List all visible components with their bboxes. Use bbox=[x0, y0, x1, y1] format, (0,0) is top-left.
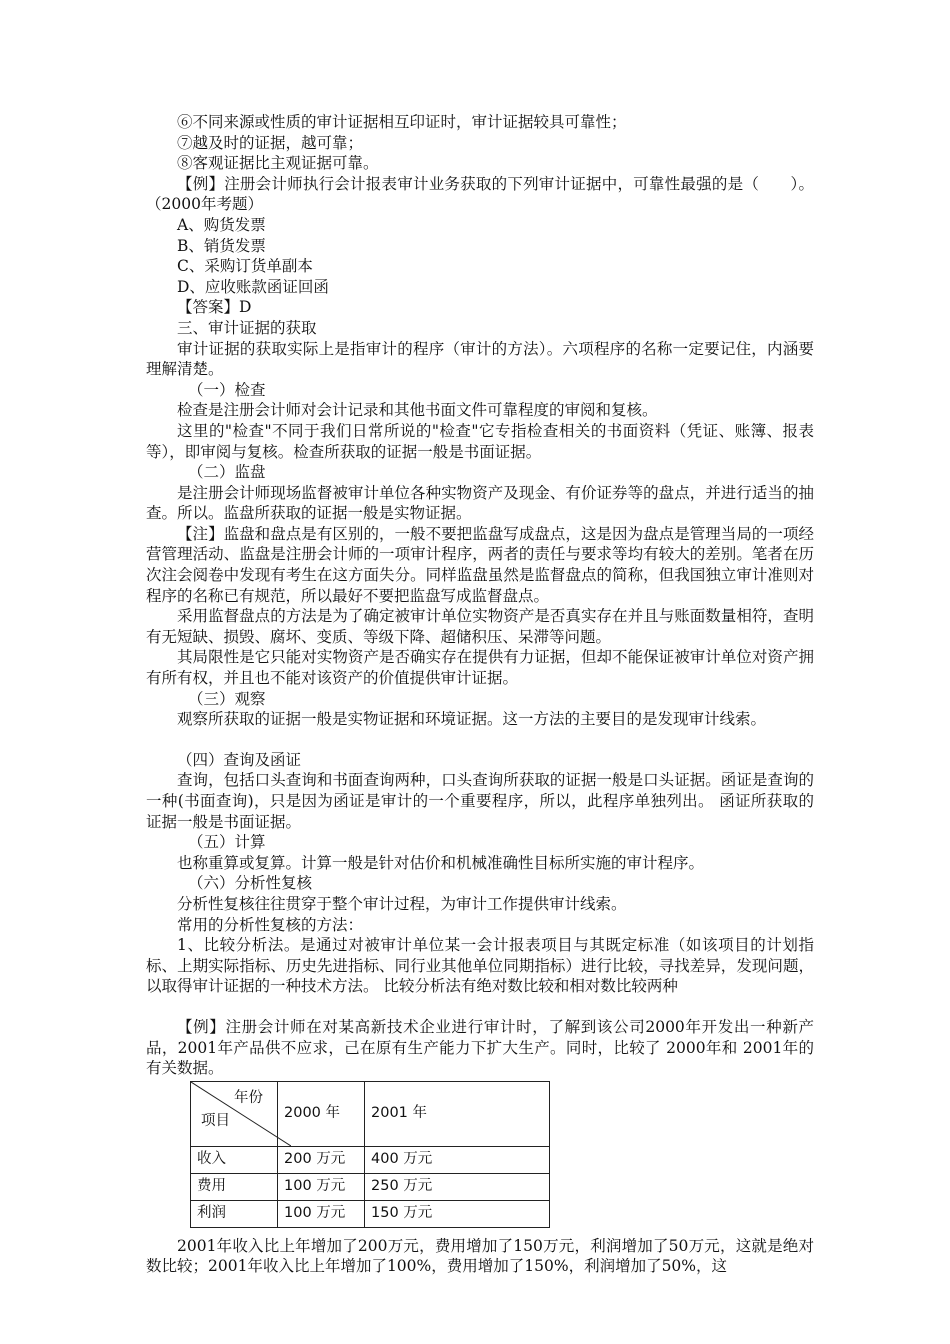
table-row bbox=[191, 1146, 550, 1173]
table-cell: 250 万元 bbox=[365, 1173, 550, 1200]
paragraph: 审计证据的获取实际上是指审计的程序（审计的方法）。六项程序的名称一定要记住，内涵要理解清楚。 bbox=[146, 339, 814, 379]
table-cell: 利润 bbox=[191, 1200, 278, 1227]
table-header-row bbox=[191, 1081, 550, 1146]
table-header-cell: 2001 年 bbox=[365, 1081, 550, 1146]
paragraph: 2001年收入比上年增加了200万元，费用增加了150万元，利润增加了50万元，这就是绝对数比较；2001年收入比上年增加了100%，费用增加了150%，利润增加了50%，这 bbox=[146, 1236, 814, 1276]
subsection-heading: （一）检查 bbox=[188, 380, 266, 399]
comparison-table bbox=[190, 1081, 550, 1228]
option-d: D、应收账款函证回函 bbox=[177, 277, 329, 296]
paragraph: 检查是注册会计师对会计记录和其他书面文件可靠程度的审阅和复核。 bbox=[177, 401, 658, 420]
table-corner-cell bbox=[191, 1081, 278, 1146]
option-c: C、采购订货单副本 bbox=[177, 257, 313, 276]
table-row bbox=[191, 1200, 550, 1227]
table-cell: 400 万元 bbox=[365, 1146, 550, 1173]
corner-label-year: 年份 bbox=[234, 1089, 263, 1106]
text-line: ⑥不同来源或性质的审计证据相互印证时，审计证据较具可靠性； bbox=[177, 113, 627, 131]
table-cell: 费用 bbox=[191, 1173, 278, 1200]
spacer bbox=[146, 997, 814, 1017]
paragraph: 这里的"检查"不同于我们日常所说的"检查"它专指检查相关的书面资料（凭证、账簿、报表等），即审阅与复核。检查所获取的证据一般是书面证据。 bbox=[146, 421, 814, 461]
subsection-heading: （六）分析性复核 bbox=[188, 874, 313, 893]
paragraph: 分析性复核往往贯穿于整个审计过程，为审计工作提供审计线索。 bbox=[177, 894, 627, 913]
answer: 【答案】D bbox=[177, 298, 252, 317]
table-cell: 收入 bbox=[191, 1146, 278, 1173]
subsection-heading: （五）计算 bbox=[188, 833, 266, 852]
table-row bbox=[191, 1173, 550, 1200]
text-line: ⑦越及时的证据，越可靠； bbox=[177, 133, 364, 152]
paragraph: 1、比较分析法。是通过对被审计单位某一会计报表项目与其既定标准（如该项目的计划指标、上期实际指标、历史先进指标、同行业其他单位同期指标）进行比较，寻找差异，发现问题，以取得审计证据的一种技术方法。 比较分析法有绝对数比较和相对数比较两种 bbox=[146, 936, 814, 996]
paragraph: 观察所获取的证据一般是实物证据和环境证据。这一方法的主要目的是发现审计线索。 bbox=[177, 710, 767, 729]
note-paragraph: 【注】监盘和盘点是有区别的，一般不要把监盘写成盘点，这是因为盘点是管理当局的一项经营管理活动、监盘是注册会计师的一项审计程序，两者的责任与要求等均有较大的差别。笔者在历次注会阅卷中发现有考生在这方面失分。同样监盘虽然是监督盘点的简称，但我国独立审计准则对程序的名称已有规范，所以最好不要把监盘写成监督盘点。 bbox=[146, 524, 814, 605]
table-cell: 150 万元 bbox=[365, 1200, 550, 1227]
subsection-heading: （四）查询及函证 bbox=[177, 750, 302, 769]
table-cell: 100 万元 bbox=[278, 1200, 365, 1227]
table-cell: 100 万元 bbox=[278, 1173, 365, 1200]
subsection-heading: （二）监盘 bbox=[188, 463, 266, 482]
example-paragraph: 【例】注册会计师在对某高新技术企业进行审计时，了解到该公司2000年开发出一种新产品，2001年产品供不应求，己在原有生产能力下扩大生产。同时，比较了 2000年和 2001年的有关数据。 bbox=[146, 1017, 814, 1078]
option-b: B、销货发票 bbox=[177, 236, 266, 255]
subsection-heading: （三）观察 bbox=[188, 689, 266, 708]
text-line: ⑧客观证据比主观证据可靠。 bbox=[177, 154, 379, 173]
option-a: A、购货发票 bbox=[177, 215, 266, 234]
paragraph: 采用监督盘点的方法是为了确定被审计单位实物资产是否真实存在并且与账面数量相符，查明有无短缺、损毁、腐坏、变质、等级下降、超储积压、呆滞等问题。 bbox=[146, 607, 814, 646]
document-page bbox=[146, 112, 814, 1277]
example-question: 【例】注册会计师执行会计报表审计业务获取的下列审计证据中，可靠性最强的是（ ）。（2000年考题） bbox=[146, 174, 814, 214]
paragraph: 其局限性是它只能对实物资产是否确实存在提供有力证据，但却不能保证被审计单位对资产拥有所有权，并且也不能对该资产的价值提供审计证据。 bbox=[146, 648, 814, 688]
table-header-cell: 2000 年 bbox=[278, 1081, 365, 1146]
table-cell: 200 万元 bbox=[278, 1146, 365, 1173]
corner-label-item: 项目 bbox=[201, 1113, 230, 1130]
paragraph: 查询，包括口头查询和书面查询两种，口头查询所获取的证据一般是口头证据。函证是查询的一种(书面查询)，只是因为函证是审计的一个重要程序，所以，此程序单独列出。 函证所获取的证据一般是书面证据。 bbox=[146, 771, 814, 831]
paragraph: 是注册会计师现场监督被审计单位各种实物资产及现金、有价证券等的盘点，并进行适当的抽查。所以。监盘所获取的证据一般是实物证据。 bbox=[146, 483, 814, 523]
paragraph: 常用的分析性复核的方法： bbox=[177, 915, 364, 934]
section-heading: 三、审计证据的获取 bbox=[177, 318, 317, 337]
spacer bbox=[146, 730, 814, 750]
paragraph: 也称重算或复算。计算一般是针对估价和机械准确性目标所实施的审计程序。 bbox=[177, 853, 705, 872]
